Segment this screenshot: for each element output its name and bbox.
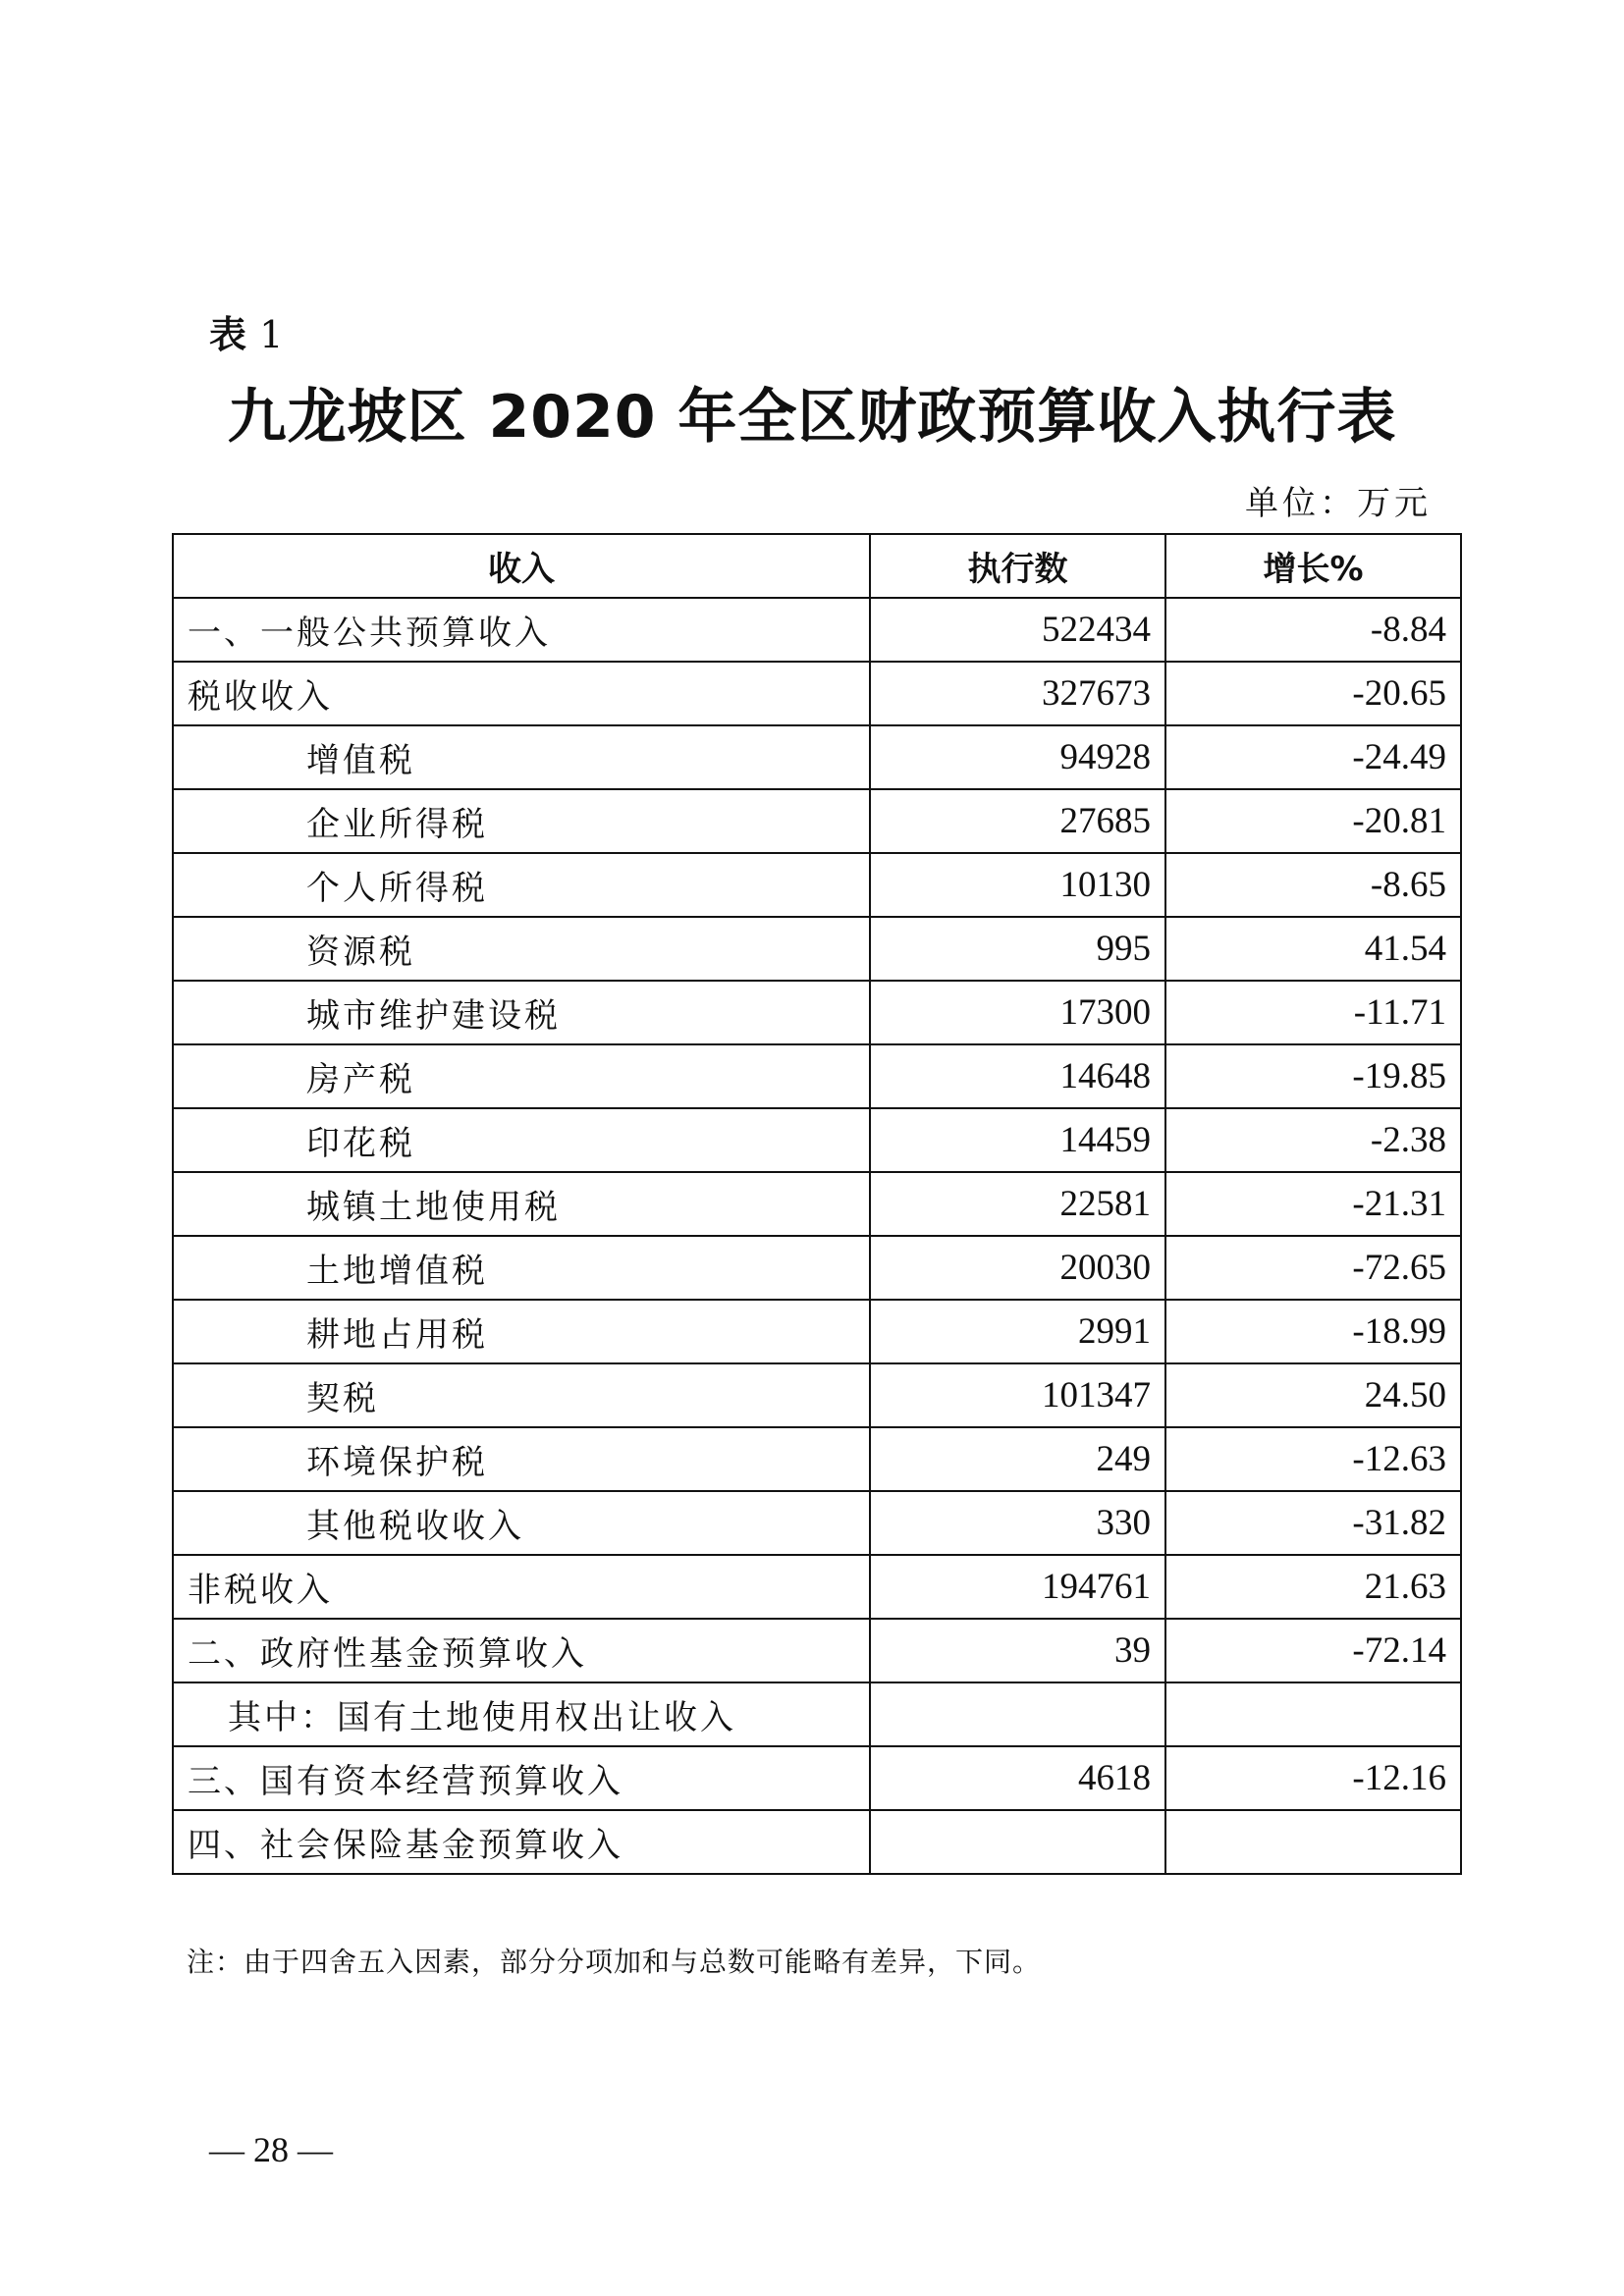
- row-amount: 995: [870, 917, 1165, 981]
- row-growth: -24.49: [1165, 725, 1461, 789]
- row-amount: 330: [870, 1491, 1165, 1555]
- table-row: [173, 1619, 1461, 1682]
- row-amount: 22581: [870, 1172, 1165, 1236]
- row-amount: 194761: [870, 1555, 1165, 1619]
- table-row: [173, 1682, 1461, 1746]
- row-name: 土地增值税: [173, 1236, 870, 1300]
- table-row: [173, 1363, 1461, 1427]
- row-name: 个人所得税: [173, 853, 870, 917]
- table-row: [173, 917, 1461, 981]
- table-row: [173, 1427, 1461, 1491]
- row-growth: [1165, 1682, 1461, 1746]
- row-name: 其他税收收入: [173, 1491, 870, 1555]
- table-row: [173, 1810, 1461, 1874]
- table-row: [173, 598, 1461, 662]
- row-amount: [870, 1682, 1165, 1746]
- row-name: 契税: [173, 1363, 870, 1427]
- row-amount: 4618: [870, 1746, 1165, 1810]
- row-name: 资源税: [173, 917, 870, 981]
- row-amount: 39: [870, 1619, 1165, 1682]
- row-amount: [870, 1810, 1165, 1874]
- row-amount: 327673: [870, 662, 1165, 725]
- table-note: 注：由于四舍五入因素，部分分项加和与总数可能略有差异，下同。: [187, 1946, 1042, 1978]
- table-row: [173, 853, 1461, 917]
- table-row: [173, 981, 1461, 1044]
- row-name: 房产税: [173, 1044, 870, 1108]
- row-growth: -8.65: [1165, 853, 1461, 917]
- row-growth: 21.63: [1165, 1555, 1461, 1619]
- table-header-row: [173, 534, 1461, 598]
- row-amount: 20030: [870, 1236, 1165, 1300]
- row-amount: 249: [870, 1427, 1165, 1491]
- row-name: 三、国有资本经营预算收入: [173, 1746, 870, 1810]
- row-amount: 14459: [870, 1108, 1165, 1172]
- row-name: 城镇土地使用税: [173, 1172, 870, 1236]
- row-growth: -20.65: [1165, 662, 1461, 725]
- row-name: 企业所得税: [173, 789, 870, 853]
- row-amount: 522434: [870, 598, 1165, 662]
- row-growth: -72.14: [1165, 1619, 1461, 1682]
- row-name: 城市维护建设税: [173, 981, 870, 1044]
- header-name: 收入: [173, 534, 870, 598]
- row-amount: 2991: [870, 1300, 1165, 1363]
- row-amount: 94928: [870, 725, 1165, 789]
- row-growth: -8.84: [1165, 598, 1461, 662]
- revenue-table: [172, 533, 1462, 1875]
- row-name: 印花税: [173, 1108, 870, 1172]
- row-growth: -31.82: [1165, 1491, 1461, 1555]
- row-growth: -11.71: [1165, 981, 1461, 1044]
- row-name: 非税收入: [173, 1555, 870, 1619]
- row-growth: 41.54: [1165, 917, 1461, 981]
- row-growth: -12.63: [1165, 1427, 1461, 1491]
- row-amount: 14648: [870, 1044, 1165, 1108]
- row-growth: [1165, 1810, 1461, 1874]
- row-growth: -19.85: [1165, 1044, 1461, 1108]
- row-amount: 101347: [870, 1363, 1165, 1427]
- table-row: [173, 662, 1461, 725]
- table-row: [173, 1172, 1461, 1236]
- row-growth: -2.38: [1165, 1108, 1461, 1172]
- row-name: 环境保护税: [173, 1427, 870, 1491]
- unit-label: 单位：万元: [1245, 484, 1432, 523]
- table-row: [173, 1300, 1461, 1363]
- row-growth: -20.81: [1165, 789, 1461, 853]
- row-growth: -18.99: [1165, 1300, 1461, 1363]
- table-row: [173, 789, 1461, 853]
- row-amount: 10130: [870, 853, 1165, 917]
- row-amount: 17300: [870, 981, 1165, 1044]
- table-row: [173, 1491, 1461, 1555]
- header-amount: 执行数: [870, 534, 1165, 598]
- row-name: 一、一般公共预算收入: [173, 598, 870, 662]
- row-name: 四、社会保险基金预算收入: [173, 1810, 870, 1874]
- row-amount: 27685: [870, 789, 1165, 853]
- table-row: [173, 725, 1461, 789]
- header-growth: 增长%: [1165, 534, 1461, 598]
- table-row: [173, 1555, 1461, 1619]
- row-growth: -72.65: [1165, 1236, 1461, 1300]
- row-name: 增值税: [173, 725, 870, 789]
- table-label-prefix: 表: [209, 313, 247, 356]
- row-name: 其中：国有土地使用权出让收入: [173, 1682, 870, 1746]
- table-label-number: 1: [259, 313, 284, 356]
- row-name: 税收收入: [173, 662, 870, 725]
- page-title: 九龙坡区 2020 年全区财政预算收入执行表: [227, 383, 1397, 452]
- table-row: [173, 1236, 1461, 1300]
- table-label: [209, 310, 283, 359]
- table-row: [173, 1044, 1461, 1108]
- row-name: 二、政府性基金预算收入: [173, 1619, 870, 1682]
- row-growth: -12.16: [1165, 1746, 1461, 1810]
- page-number: — 28 —: [209, 2130, 333, 2169]
- row-growth: -21.31: [1165, 1172, 1461, 1236]
- row-name: 耕地占用税: [173, 1300, 870, 1363]
- table-row: [173, 1746, 1461, 1810]
- table-row: [173, 1108, 1461, 1172]
- row-growth: 24.50: [1165, 1363, 1461, 1427]
